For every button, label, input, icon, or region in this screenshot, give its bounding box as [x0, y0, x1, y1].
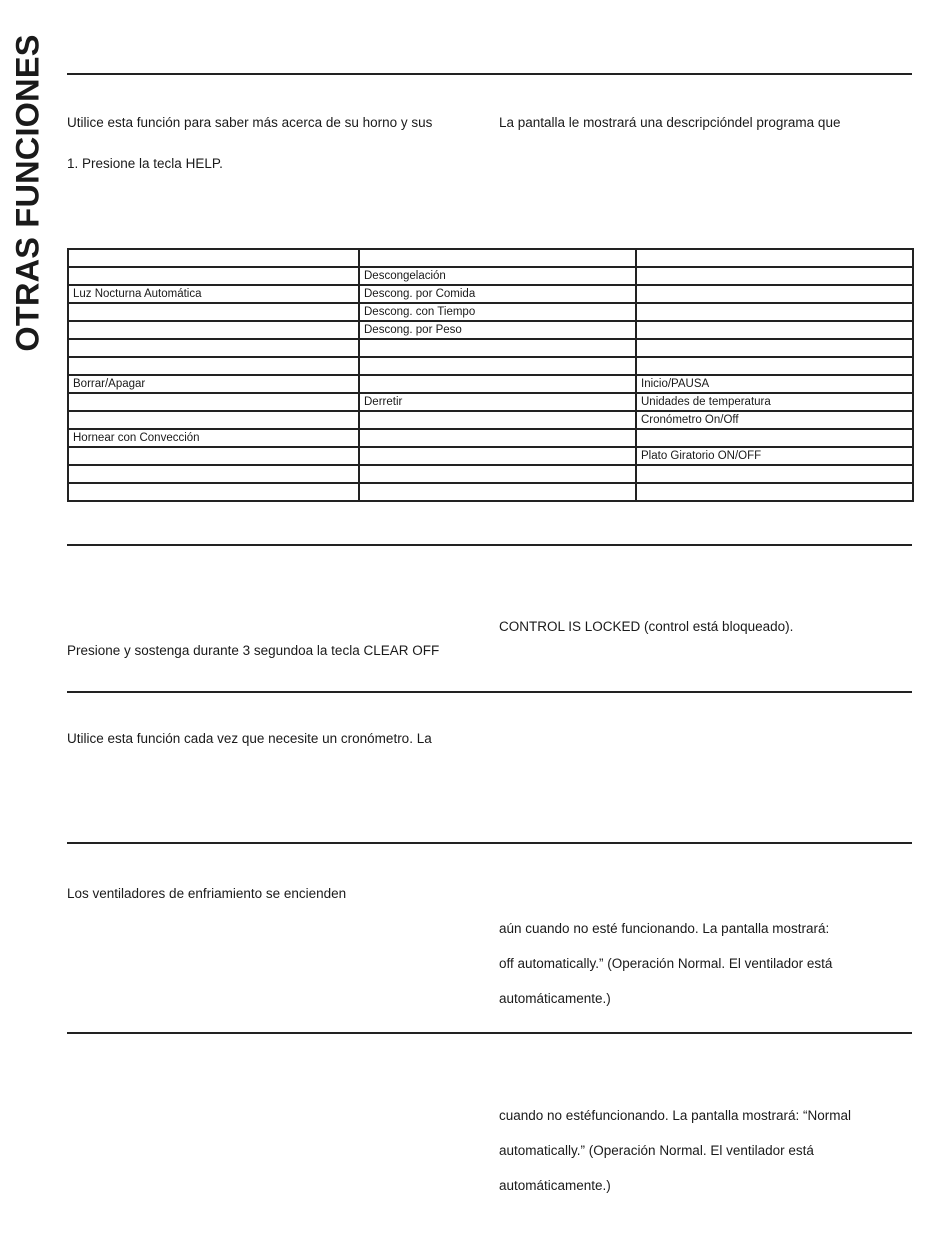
table-cell: [68, 249, 359, 267]
table-cell: [636, 285, 913, 303]
help-display-text: La pantalla le mostrará una descripcióndel programa que: [499, 115, 841, 130]
table-cell: Cronómetro On/Off: [636, 411, 913, 429]
table-cell: Plato Giratorio ON/OFF: [636, 447, 913, 465]
section-divider: [67, 544, 912, 546]
table-cell: Descong. por Comida: [359, 285, 636, 303]
table-cell: Inicio/PAUSA: [636, 375, 913, 393]
table-row: [68, 483, 913, 501]
table-cell: [636, 483, 913, 501]
table-cell: [68, 411, 359, 429]
table-cell: Descongelación: [359, 267, 636, 285]
table-cell: [636, 429, 913, 447]
table-cell: [636, 357, 913, 375]
table-cell: [636, 465, 913, 483]
fan-display-line-2: off automatically.” (Operación Normal. El ventilador está: [499, 956, 833, 971]
table-row: [68, 411, 913, 429]
help-step-1: 1. Presione la tecla HELP.: [67, 156, 223, 171]
table-cell: Hornear con Convección: [68, 429, 359, 447]
table-cell: Unidades de temperatura: [636, 393, 913, 411]
timer-intro-text: Utilice esta función cada vez que necesite un cronómetro. La: [67, 731, 432, 746]
table-cell: [68, 393, 359, 411]
table-row: [68, 393, 913, 411]
table-cell: [359, 429, 636, 447]
table-row: [68, 249, 913, 267]
table-cell: [359, 357, 636, 375]
table-cell: Luz Nocturna Automática: [68, 285, 359, 303]
table-cell: [359, 447, 636, 465]
table-row: [68, 357, 913, 375]
table-cell: [636, 249, 913, 267]
fan-intro-text: Los ventiladores de enfriamiento se encienden: [67, 886, 347, 901]
table-row: [68, 429, 913, 447]
features-table: [67, 248, 914, 502]
section-divider: [67, 842, 912, 844]
section-divider: [67, 1032, 912, 1034]
table-cell: Borrar/Apagar: [68, 375, 359, 393]
features-table-body: [68, 249, 913, 501]
side-section-title: [9, 34, 46, 352]
table-cell: [68, 339, 359, 357]
table-row: [68, 465, 913, 483]
table-row: [68, 447, 913, 465]
table-cell: Descong. con Tiempo: [359, 303, 636, 321]
table-cell: [636, 267, 913, 285]
table-cell: [68, 483, 359, 501]
table-cell: [68, 267, 359, 285]
table-cell: Derretir: [359, 393, 636, 411]
table-row: [68, 267, 913, 285]
table-cell: [359, 483, 636, 501]
table-row: [68, 375, 913, 393]
fan-display-line-1: aún cuando no esté funcionando. La pantalla mostrará:: [499, 921, 830, 936]
fan2-display-line-1: cuando no estéfuncionando. La pantalla mostrará: “Normal: [499, 1108, 851, 1123]
fan2-display-line-2: automatically.” (Operación Normal. El ventilador está: [499, 1143, 814, 1158]
table-cell: [359, 339, 636, 357]
table-row: [68, 339, 913, 357]
table-cell: [68, 465, 359, 483]
table-cell: [359, 249, 636, 267]
table-cell: [68, 447, 359, 465]
table-cell: [68, 321, 359, 339]
table-row: [68, 321, 913, 339]
table-cell: [636, 321, 913, 339]
help-intro-text: Utilice esta función para saber más acerca de su horno y sus: [67, 115, 433, 130]
table-cell: [636, 339, 913, 357]
table-cell: [359, 375, 636, 393]
section-divider: [67, 691, 912, 693]
table-cell: [68, 303, 359, 321]
table-cell: [68, 357, 359, 375]
control-locked-text: CONTROL IS LOCKED (control está bloqueado).: [499, 619, 794, 634]
section-divider-top: [67, 73, 912, 75]
table-row: [68, 285, 913, 303]
table-cell: [359, 411, 636, 429]
fan2-display-line-3: automáticamente.): [499, 1178, 611, 1193]
table-cell: [636, 303, 913, 321]
section-title-text: OTRAS FUNCIONES: [9, 34, 46, 352]
table-cell: [359, 465, 636, 483]
lock-instruction-text: Presione y sostenga durante 3 segundoa la tecla CLEAR OFF: [67, 643, 440, 658]
fan-display-line-3: automáticamente.): [499, 991, 611, 1006]
table-row: [68, 303, 913, 321]
table-cell: Descong. por Peso: [359, 321, 636, 339]
